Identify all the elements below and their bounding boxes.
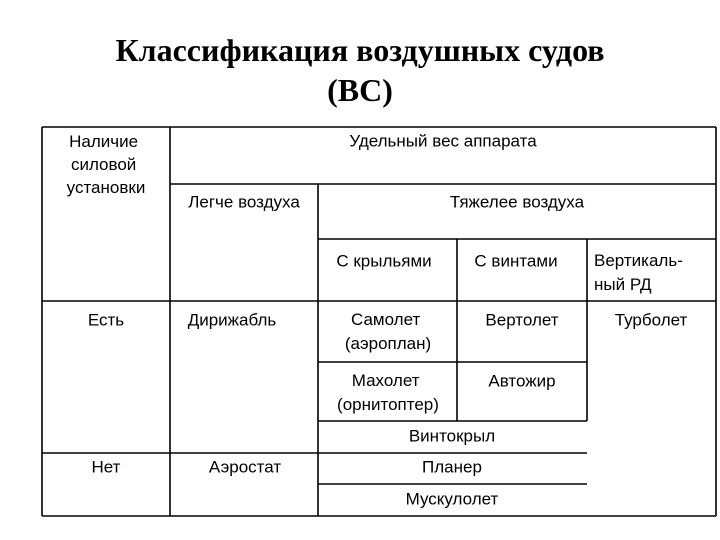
lighter-than-air-cell: Легче воздуха bbox=[188, 192, 300, 212]
heavier-than-air-cell: Тяжелее воздуха bbox=[449, 192, 585, 212]
rotorcraft-cell: Винтокрыл bbox=[408, 426, 496, 446]
row-label-yes: Есть bbox=[87, 310, 125, 330]
with-rotors-cell: С винтами bbox=[474, 251, 558, 271]
helicopter-cell: Вертолет bbox=[485, 310, 559, 330]
with-wings-cell: С крыльями bbox=[336, 251, 432, 271]
airship-cell: Дирижабль bbox=[187, 310, 277, 330]
aerostat-cell: Аэростат bbox=[208, 457, 282, 477]
ornithopter-cell: Махолет (орнитоптер) bbox=[337, 371, 439, 415]
autogyro-cell: Автожир bbox=[488, 371, 556, 391]
airplane-cell: Самолет (аэроплан) bbox=[344, 310, 432, 354]
vertical-rd-cell: Вертикаль- ный РД bbox=[594, 251, 683, 295]
turboplane-cell: Турболет bbox=[614, 310, 688, 330]
glider-cell: Планер bbox=[422, 457, 482, 477]
power-plant-header: Наличие силовой установки bbox=[66, 132, 146, 198]
row-label-no: Нет bbox=[91, 457, 121, 477]
title-line-1: Классификация воздушных судов bbox=[115, 32, 605, 68]
muscle-plane-cell: Мускулолет bbox=[405, 489, 499, 509]
specific-weight-header: Удельный вес аппарата bbox=[349, 131, 537, 151]
title-line-2: (ВС) bbox=[327, 72, 393, 108]
